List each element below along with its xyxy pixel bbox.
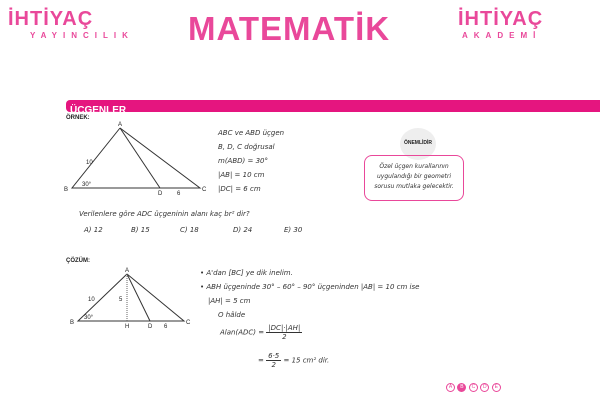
logo-subtext: YAYINCILIK [30, 31, 134, 40]
point-d: D [158, 191, 163, 195]
bubble-b-selected: B [457, 383, 466, 392]
logo-subtext: AKADEMİ [462, 31, 542, 40]
given-item: |AB| = 10 cm [218, 171, 265, 179]
given-item: B, D, C doğrusal [218, 143, 275, 151]
logo-text: İHTİYAÇ [458, 8, 544, 30]
page-title: MATEMATİK [188, 10, 391, 47]
label-ab: 10 [88, 297, 95, 303]
formula-numerator: |DC|·|AH| [268, 324, 301, 332]
given-list [218, 126, 284, 196]
label-ab: 10 [86, 160, 93, 166]
label-ah: 5 [119, 297, 123, 303]
option-b[interactable]: B) 15 [131, 226, 150, 234]
formula-denominator: 2 [282, 333, 287, 341]
option-c[interactable]: C) 18 [180, 226, 199, 234]
section-title: ÜÇGENLER [70, 105, 127, 116]
note-box [360, 128, 475, 208]
point-d: D [148, 324, 153, 328]
bubble-a: A [446, 383, 455, 392]
label-angle: 30° [82, 182, 92, 188]
point-b: B [70, 320, 75, 326]
triangle-abc [72, 128, 200, 188]
segment-ad [120, 128, 160, 188]
logo-text: İHTİYAÇ [8, 8, 94, 30]
left-logo [8, 8, 134, 40]
result-denominator: 2 [271, 361, 276, 369]
area-formula [220, 324, 302, 341]
example-figure [60, 120, 220, 195]
area-result [258, 352, 329, 369]
solution-line: A'dan [BC] ye dik inelim. [206, 269, 293, 277]
solution-steps: • A'dan [BC] ye dik inelim. • ABH üçgeninde 30° – 60° – 90° üçgeninden |AB| = 10 cm ise |AH| = 5 cm O hâlde [200, 266, 419, 322]
option-d[interactable]: D) 24 [233, 226, 253, 234]
note-badge: ÖNEMLİDİR [400, 128, 436, 160]
option-a[interactable]: A) 12 [84, 226, 103, 234]
bubble-e: E [492, 383, 501, 392]
point-h: H [125, 324, 130, 328]
question-text: Verilenlere göre ADC üçgeninin alanı kaç br² dir? [79, 210, 250, 218]
solution-label: ÇÖZÜM: [66, 258, 90, 264]
formula-lhs: Alan(ADC) = [220, 328, 265, 337]
option-e[interactable]: E) 30 [284, 226, 303, 234]
solution-figure [64, 266, 194, 328]
solution-line: ABH üçgeninde 30° – 60° – 90° üçgeninden |AB| = 10 cm ise [206, 283, 420, 291]
result-text: = 15 cm² dir. [283, 356, 330, 365]
point-a: A [118, 122, 123, 128]
bubble-d: D [480, 383, 489, 392]
bubble-c: C [469, 383, 478, 392]
result-numerator: 6·5 [268, 352, 280, 360]
solution-line: |AH| = 5 cm [208, 297, 251, 305]
point-c: C [186, 320, 191, 326]
point-c: C [202, 187, 207, 193]
example-label: ÖRNEK: [66, 115, 90, 121]
label-dc: 6 [164, 324, 168, 328]
segment-ad [127, 274, 150, 321]
given-item: ABC ve ABD üçgen [218, 129, 285, 137]
section-title-bar [66, 100, 600, 116]
right-logo [440, 8, 543, 40]
label-angle: 30° [84, 315, 94, 321]
given-item: m(ABD) = 30° [218, 157, 268, 165]
equals-sign: = [258, 356, 264, 365]
given-item: |DC| = 6 cm [218, 185, 261, 193]
solution-line: O hâlde [218, 311, 246, 319]
answer-bubbles [446, 375, 499, 393]
point-b: B [64, 187, 69, 193]
note-text: Özel üçgen kurallarının uygulandığı bir geometri sorusu mutlaka gelecektir. [364, 155, 464, 201]
point-a: A [125, 268, 130, 274]
label-dc: 6 [177, 191, 181, 195]
